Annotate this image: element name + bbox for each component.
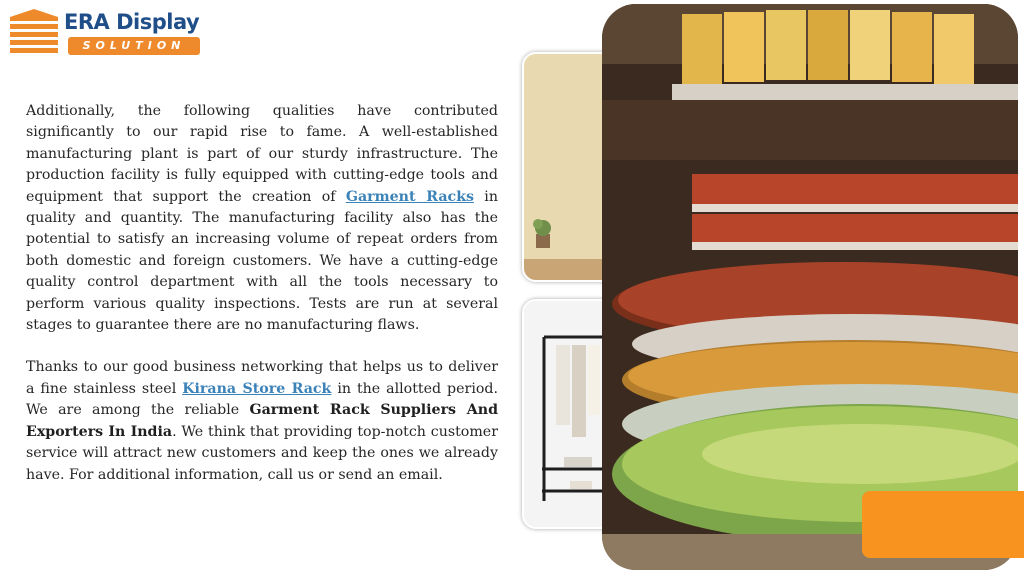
- accent-box: [862, 491, 1024, 558]
- paragraph-infrastructure: [26, 101, 498, 336]
- paragraph-text: . We think that providing top-notch customer service will attract new customers and keep the ones we already have. For additional information, call us or send an email.: [26, 423, 498, 483]
- brand-logo[interactable]: [8, 7, 198, 57]
- garment-racks-link[interactable]: Garment Racks: [345, 188, 475, 205]
- paragraph-text: Thanks to our good business networking that helps us to deliver a fine stainless steel: [26, 359, 498, 397]
- paragraph-text: Additionally, the following qualities have contributed significantly to our rapid rise to fame. A well-established manufacturing plant is part of our sturdy infrastructure. The production facility is fully equipped with cutting-edge tools and equipment that support the creation of: [26, 103, 498, 205]
- paragraph-networking: [26, 357, 498, 485]
- main-content: [26, 101, 498, 486]
- logo-title: ERA Display: [64, 10, 200, 34]
- kirana-store-rack-link[interactable]: Kirana Store Rack: [182, 380, 332, 397]
- logo-icon: [8, 7, 60, 55]
- logo-subtitle: SOLUTION: [68, 37, 200, 55]
- suppliers-highlight: Garment Rack Suppliers And Exporters In India: [26, 402, 498, 440]
- paragraph-text: in quality and quantity. The manufacturing facility also has the potential to satisfy an increasing volume of repeat orders from both domestic and foreign customers. We have a cutting-edge quality control department with all the tools necessary to perform various quality inspections. Tests are run at several stages to guarantee there are no manufacturing flaws.: [26, 188, 498, 334]
- supermarket-shelves-image: [602, 4, 1018, 570]
- paragraph-text: in the allotted period. We are among the reliable: [26, 380, 498, 419]
